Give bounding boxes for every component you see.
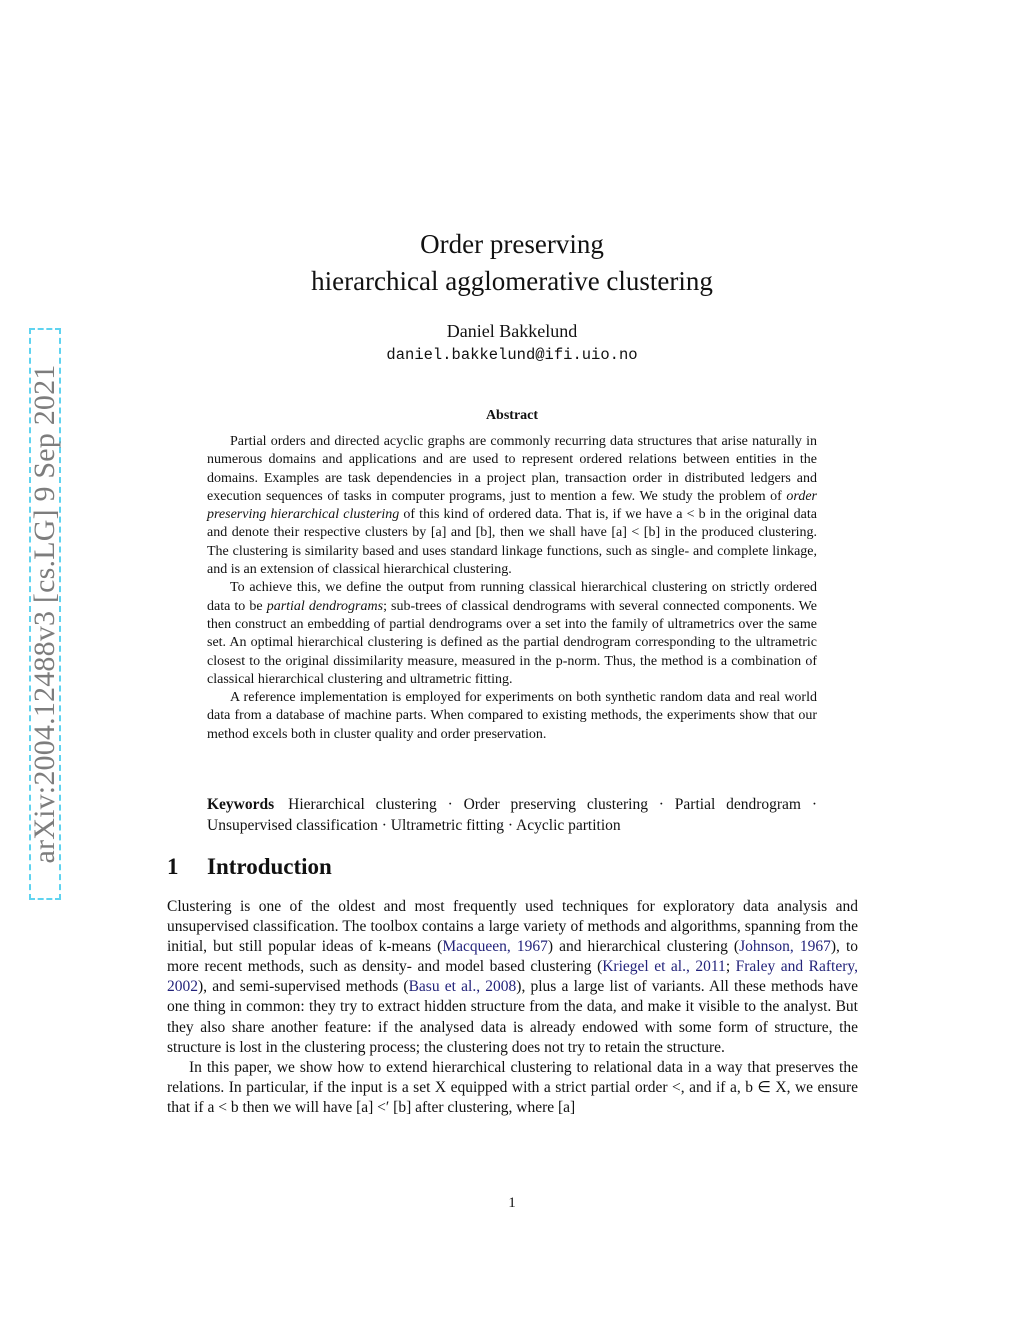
introduction-body (167, 897, 858, 1118)
abstract-paragraph-3: A reference implementation is employed for experiments on both synthetic random data and real world data from a database of machine parts. When compared to existing methods, the experiments show that our method excels both in cluster quality and order preservation. (207, 690, 817, 742)
title-line-2: hierarchical agglomerative clustering (311, 266, 713, 296)
abstract-paragraph-1: Partial orders and directed acyclic graphs are commonly recurring data structures that arise naturally in numerous domains and applications and are used to represent ordered relations between entities in the domains. Examples are task dependencies in a project plan, transaction order in distributed ledgers and execution sequences of tasks in computer programs, just to mention a few. We study the problem of order preserving hierarchical clustering of this kind of ordered data. That is, if we have a < b in the original data and denote their respective clusters by [a] and [b], then we shall have [a] < [b] in the produced clustering. The clustering is similarity based and uses standard linkage functions, such as single- and complete linkage, and is an extension of classical hierarchical clustering. (207, 434, 817, 578)
author-name: Daniel Bakkelund (446, 321, 578, 341)
abstract (207, 433, 817, 744)
intro-paragraph-1: Clustering is one of the oldest and most frequently used techniques for exploratory data analysis and unsupervised classification. The toolbox contains a large variety of methods and algorithms, spanning from the initial, but still popular ideas of k-means (Macqueen, 1967) and hierarchical clustering (Johnson, 1967), to more recent methods, such as density- and model based clustering (Kriegel et al., 2011; Fraley and Raftery, 2002), and semi-supervised methods (Basu et al., 2008), plus a large list of variants. All these methods have one thing in common: they try to extract hidden structure from the data, and make it visible to the analyst. But they also share another feature: if the analysed data is already endowed with some form of structure, the structure is lost in the clustering process; the clustering does not try to retain the structure. (167, 898, 859, 1056)
author-email: daniel.bakkelund@ifi.uio.no (386, 346, 638, 364)
arxiv-id: arXiv:2004.12488v3 [cs.LG] 9 Sep 2021 (28, 364, 61, 864)
section-number: 1 (167, 854, 179, 879)
citation-link[interactable]: Basu et al., 2008 (408, 978, 517, 996)
page-number: 1 (508, 1195, 516, 1211)
section-heading (167, 852, 332, 882)
keywords-text: Hierarchical clustering · Order preserving clustering · Partial dendrogram · Unsupervised classification · Ultrametric fitting · Acyclic partition (207, 796, 817, 834)
keywords-label: Keywords (207, 796, 275, 813)
abstract-paragraph-2: To achieve this, we define the output from running classical hierarchical clustering on strictly ordered data to be partial dendrograms; sub-trees of classical dendrograms with several connected components. We then construct an embedding of partial dendrograms over a set into the family of ultrametrics over the same set. An optimal hierarchical clustering is defined as the partial dendrogram corresponding to the ultrametric closest to the original dissimilarity measure, measured in the p-norm. Thus, the method is a combination of classical hierarchical clustering and ultrametric fitting. (207, 580, 817, 687)
citation-link[interactable]: Fraley and Raftery, 2002 (167, 958, 858, 996)
citation-link[interactable]: Macqueen, 1967 (442, 938, 548, 956)
paper-title (200, 226, 824, 300)
intro-paragraph-2: In this paper, we show how to extend hierarchical clustering to relational data in a way that preserves the relations. In particular, if the input is a set X equipped with a strict partial order <, and if a, b ∈ X, we ensure that if a < b then we will have [a] <′ [b] after clustering, where [a] (167, 1058, 858, 1116)
keywords (207, 795, 817, 836)
citation-link[interactable]: Kriegel et al., 2011 (602, 958, 726, 976)
citation-link[interactable]: Johnson, 1967 (739, 938, 831, 956)
title-line-1: Order preserving (420, 229, 604, 259)
arxiv-stamp (29, 328, 61, 900)
abstract-heading: Abstract (485, 408, 539, 423)
section-title: Introduction (207, 854, 332, 879)
